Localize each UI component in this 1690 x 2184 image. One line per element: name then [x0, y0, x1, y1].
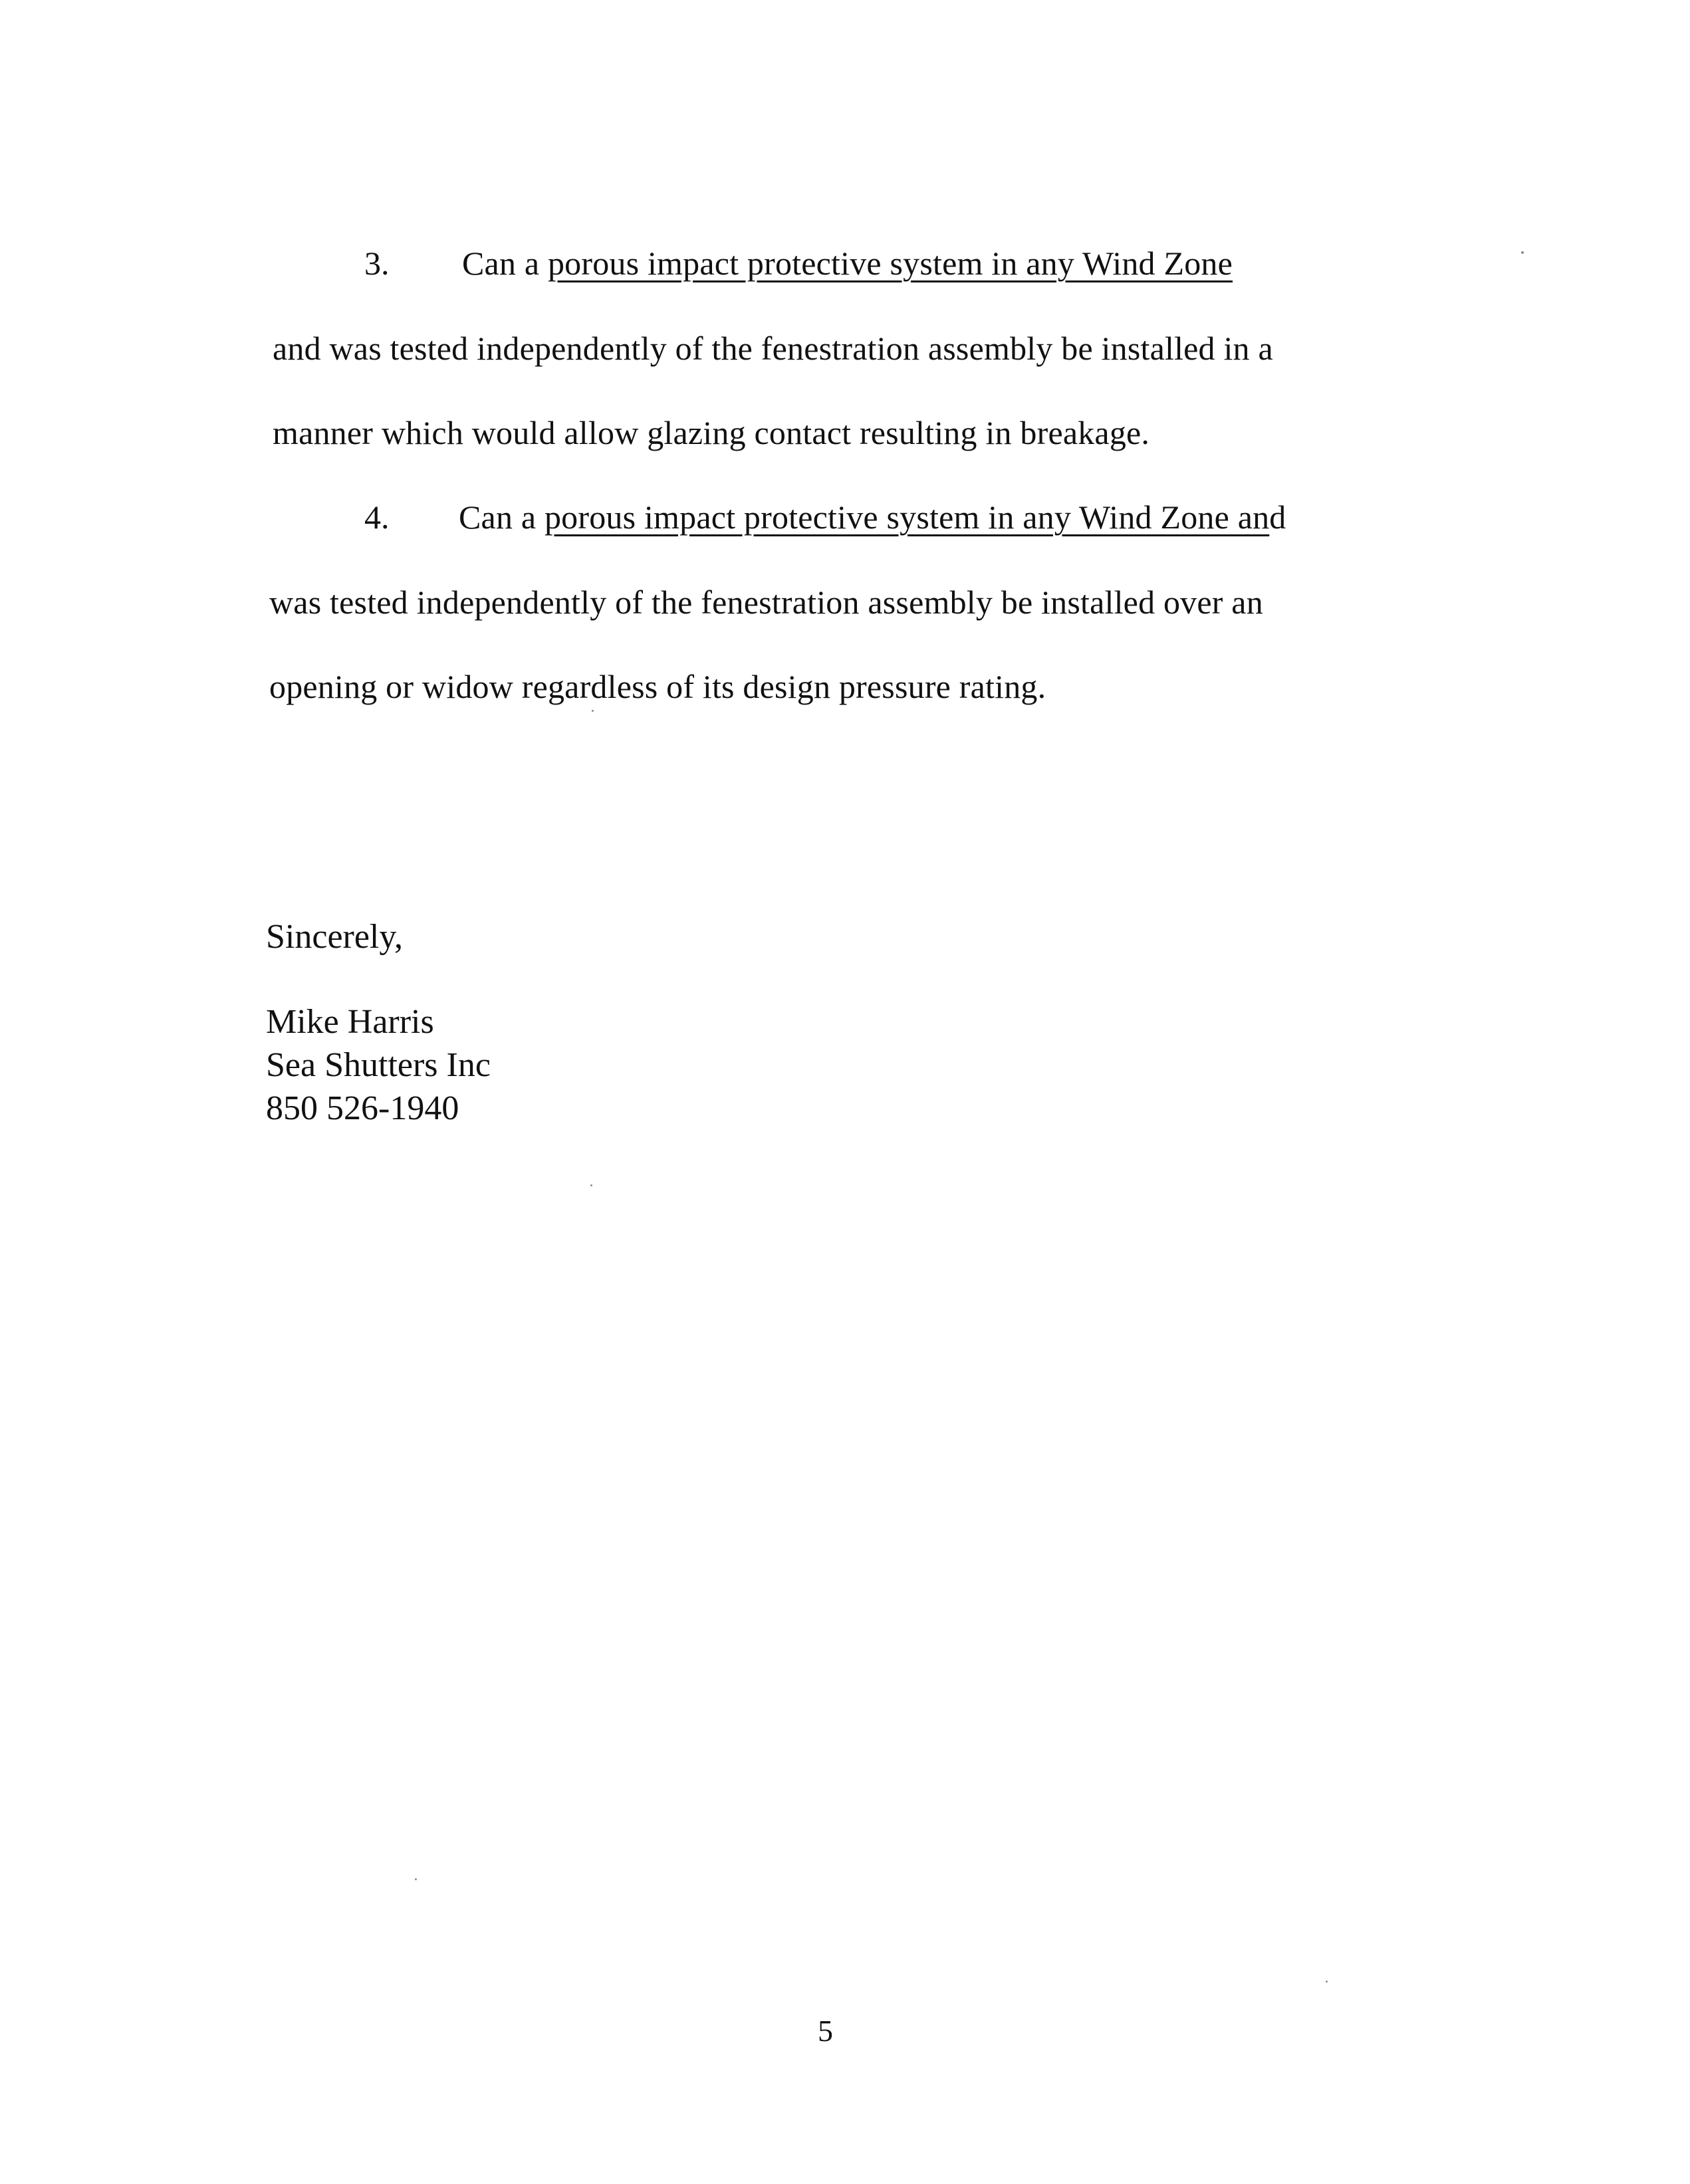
item-lead-text: Can a: [462, 245, 548, 282]
item-number: 4.: [364, 498, 390, 536]
item-first-line: [462, 243, 1233, 283]
phone-number: 850 526-1940: [266, 1089, 459, 1127]
scan-speck: [590, 1184, 592, 1186]
item-trail-text: d: [1269, 498, 1286, 536]
scan-speck: [1326, 1981, 1328, 1983]
scan-speck: [1521, 251, 1524, 254]
item-lead-text: Can a: [459, 498, 544, 536]
company-name: Sea Shutters Inc: [266, 1046, 491, 1084]
item-underlined-text: porous impact protective system in any Wind Zone: [547, 245, 1233, 282]
item-underlined-text: porous impact protective system in any Wind Zone an: [544, 498, 1270, 536]
scan-speck: [415, 1878, 417, 1880]
salutation: Sincerely,: [266, 918, 403, 956]
item-body-line: opening or widow regardless of its design pressure rating.: [269, 668, 1046, 705]
scan-speck: [592, 710, 594, 712]
item-body-line: and was tested independently of the fenestration assembly be installed in a: [273, 330, 1273, 367]
item-first-line: [459, 497, 1286, 537]
signer-name: Mike Harris: [266, 1003, 434, 1041]
item-body-line: manner which would allow glazing contact resulting in breakage.: [273, 414, 1150, 451]
item-number: 3.: [364, 245, 390, 282]
page-number: 5: [818, 2014, 833, 2048]
item-body-line: was tested independently of the fenestration assembly be installed over an: [269, 584, 1263, 621]
